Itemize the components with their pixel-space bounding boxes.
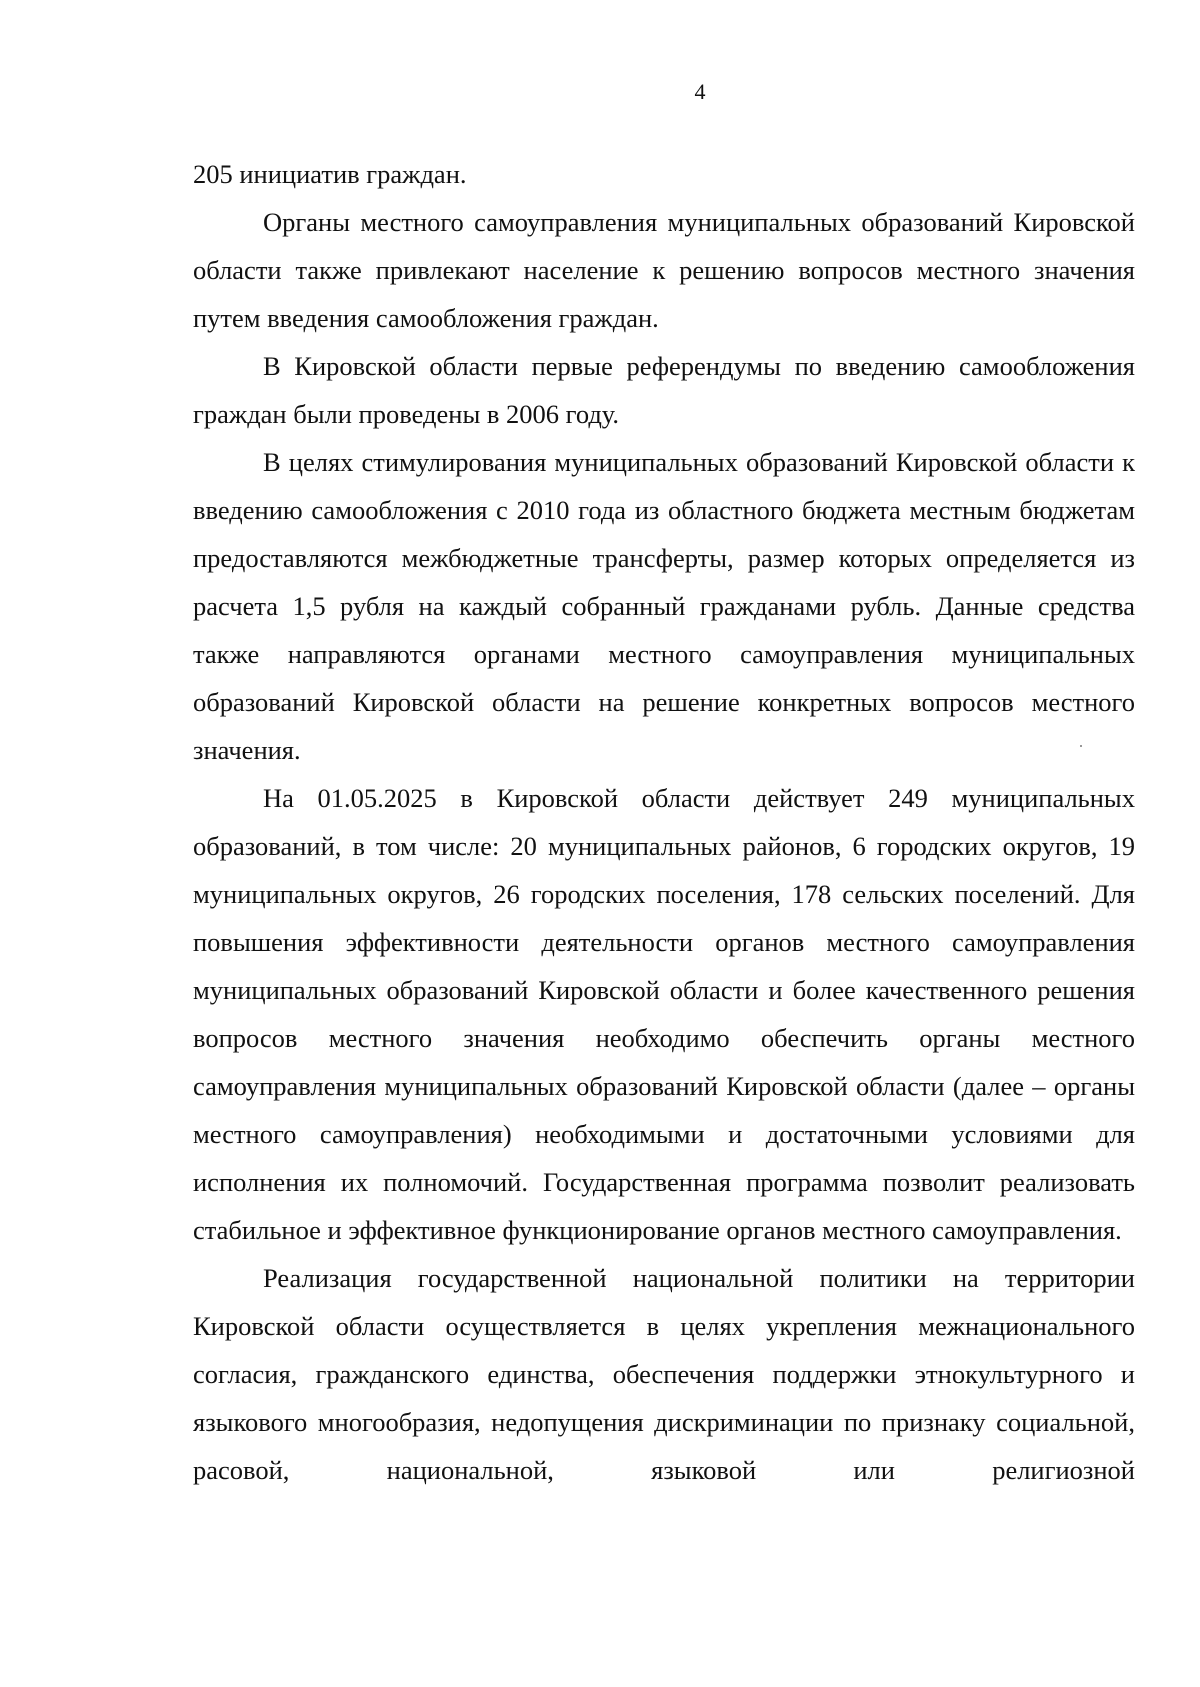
paragraph-transfers: В целях стимулирования муниципальных образований Кировской области к введению самообложения с 2010 года из областного бюджета местным бюджетам предоставляются межбюджетные трансферты, размер которых определяется из расчета 1,5 рубля на каждый собранный гражданами рубль. Данные средства также направляются органами местного самоуправления муниципальных образований Кировской области на решение конкретных вопросов местного значения. — [193, 447, 1135, 765]
paragraph-first-referendums: В Кировской области первые референдумы по введению самообложения граждан были проведены в 2006 году. — [193, 351, 1135, 429]
document-body — [193, 150, 1135, 1494]
paragraph-self-taxation-intro: Органы местного самоуправления муниципальных образований Кировской области также привлекают население к решению вопросов местного значения путем введения самообложения граждан. — [193, 207, 1135, 333]
paragraph-national-policy: Реализация государственной национальной политики на территории Кировской области осуществляется в целях укрепления межнационального согласия, гражданского единства, обеспечения поддержки этнокультурного и языкового многообразия, недопущения дискриминации по признаку социальной, расовой, национальной, языковой или религиозной — [193, 1263, 1135, 1485]
scan-speck — [1080, 745, 1082, 747]
page-number: 4 — [694, 79, 706, 104]
paragraph-municipal-formations: На 01.05.2025 в Кировской области действует 249 муниципальных образований, в том числе: 20 муниципальных районов, 6 городских округов, 19 муниципальных округов, 26 городских поселения, 178 сельских поселений. Для повышения эффективности деятельности органов местного самоуправления муниципальных образований Кировской области и более качественного решения вопросов местного значения необходимо обеспечить органы местного самоуправления муниципальных образований Кировской области (далее – органы местного самоуправления) необходимыми и достаточными условиями для исполнения их полномочий. Государственная программа позволит реализовать стабильное и эффективное функционирование органов местного самоуправления. — [193, 783, 1135, 1245]
paragraph-continuation: 205 инициатив граждан. — [193, 159, 467, 189]
